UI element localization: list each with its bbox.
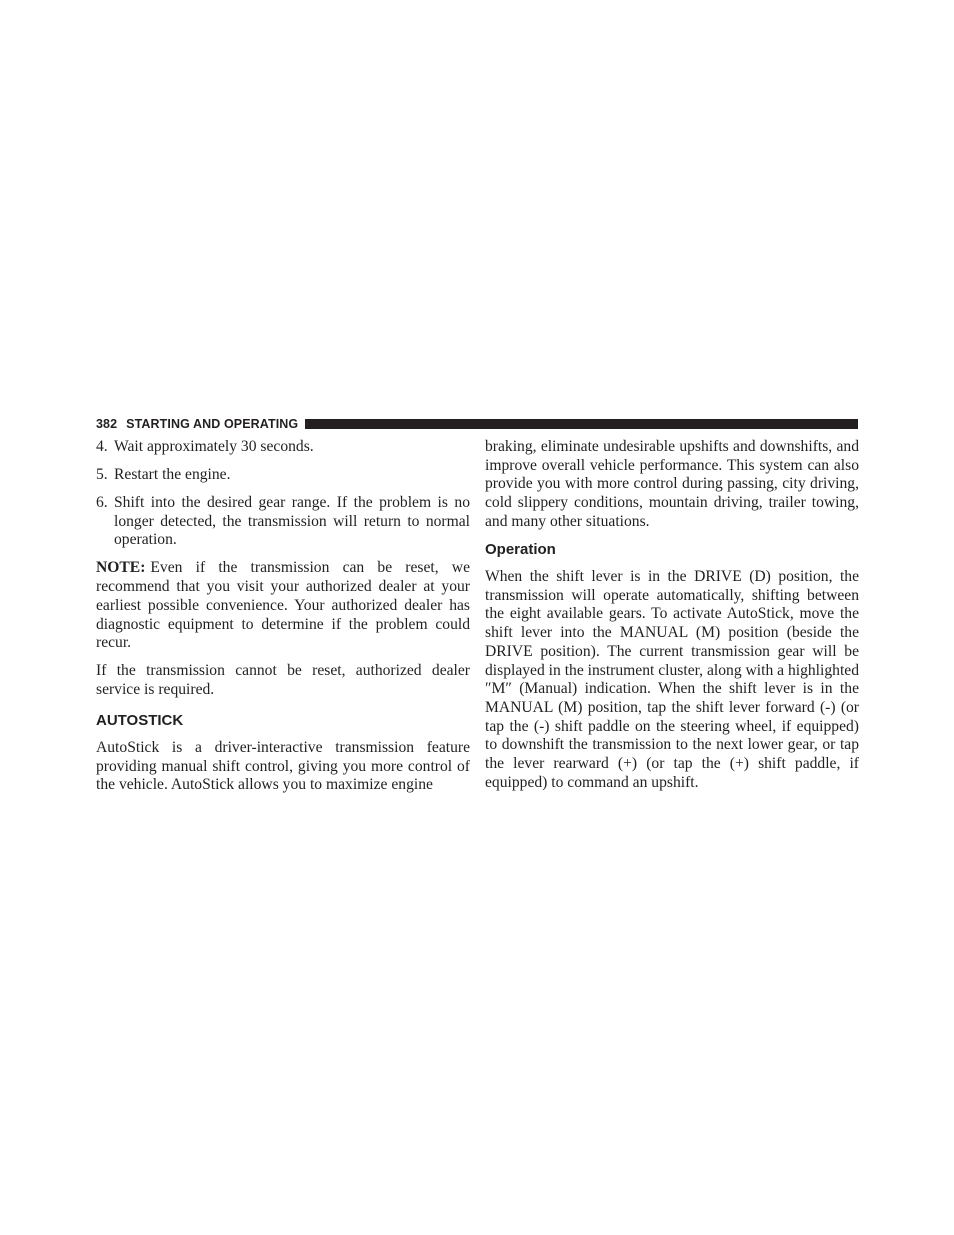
step-number: 4. (96, 438, 108, 455)
autostick-paragraph-end: braking, eliminate undesirable upshifts and downshifts, and improve overall vehicle performance. This system can also provide you with more control during passing, city driving, cold slippery conditions, mountain driving, trailer towing, and many other situations. (485, 438, 859, 530)
list-item (96, 494, 470, 550)
list-item (96, 438, 470, 457)
list-item (96, 466, 470, 485)
step-number: 5. (96, 466, 108, 483)
note-label: NOTE: (96, 559, 146, 577)
step-text: Wait approximately 30 seconds. (114, 438, 314, 455)
step-text: Restart the engine. (114, 466, 231, 483)
autostick-heading: AUTOSTICK (96, 711, 184, 729)
step-number: 6. (96, 494, 108, 511)
page-number: 382 (96, 417, 118, 431)
left-column (96, 438, 470, 804)
note-text: Even if the transmission can be reset, we recommend that you visit your authorized dealer at your earliest possible convenience. Your authorized dealer has diagnostic equipment to determine if the problem could recur. (96, 559, 470, 652)
step-text: Shift into the desired gear range. If the problem is no longer detected, the transmission will return to normal operation. (114, 494, 470, 549)
right-column (485, 438, 859, 802)
reset-paragraph: If the transmission cannot be reset, authorized dealer service is required. (96, 662, 470, 698)
operation-paragraph: When the shift lever is in the DRIVE (D) position, the transmission will operate automatically, shifting between the eight available gears. To activate AutoStick, move the shift lever into the MANUAL (M) position (beside the DRIVE position). The current transmission gear will be displayed in the instrument cluster, along with a highlighted ″M″ (Manual) indication. When the shift lever is in the MANUAL (M) position, tap the shift lever forward (-) (or tap the (-) shift paddle on the steering wheel, if equipped) to downshift the transmission to the next lower gear, or tap the lever rearward (+) (or tap the (+) shift paddle, if equipped) to command an upshift. (485, 568, 859, 791)
note-paragraph (96, 559, 470, 653)
operation-heading: Operation (485, 540, 556, 558)
page-header (96, 417, 858, 431)
autostick-paragraph-start: AutoStick is a driver-interactive transmission feature providing manual shift control, giving you more control of the vehicle. AutoStick allows you to maximize engine (96, 738, 470, 794)
header-rule-bar (305, 419, 858, 429)
header-label (96, 417, 298, 431)
section-title: STARTING AND OPERATING (126, 417, 299, 431)
